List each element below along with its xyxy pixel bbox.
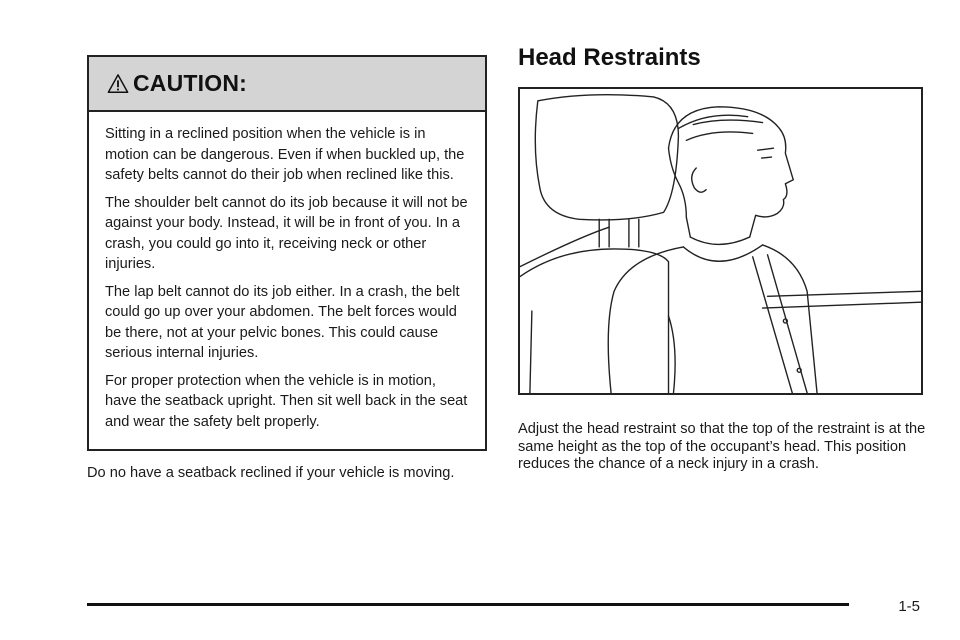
caution-header [89, 57, 485, 112]
caution-box [87, 55, 487, 451]
caution-paragraph-3: The lap belt cannot do its job either. In a crash, the belt could go up over your abdomen. The belt forces would be there, not at your pelvic bones. This could cause serious internal injuries. [105, 283, 460, 361]
caution-paragraph-4: For proper protection when the vehicle is in motion, have the seatback upright. Then sit well back in the seat and wear the safety belt properly. [105, 372, 468, 430]
caution-paragraph-1: Sitting in a reclined position when the vehicle is in motion can be dangerous. Even if when buckled up, the safety belts cannot do their job when reclined like this. [105, 126, 465, 183]
section-title: Head Restraints [518, 44, 701, 71]
caution-title: CAUTION: [133, 70, 248, 96]
warning-triangle-icon [107, 73, 129, 95]
head-restraint-illustration [518, 87, 923, 395]
caution-body [89, 112, 485, 432]
head-restraint-instructions: Adjust the head restraint so that the top of the restraint is at the same height as the top of the occupant’s head. This position reduces the chance of a neck injury in a crash. [518, 421, 926, 472]
seatback-note: Do no have a seatback reclined if your vehicle is moving. [87, 465, 455, 481]
caution-paragraph-2: The shoulder belt cannot do its job because it will not be against your body. Instead, it will be in front of you. In a crash, you could go into it, receiving neck or other injuries. [105, 194, 468, 272]
footer-rule [87, 603, 849, 606]
page-number: 1-5 [898, 598, 920, 615]
